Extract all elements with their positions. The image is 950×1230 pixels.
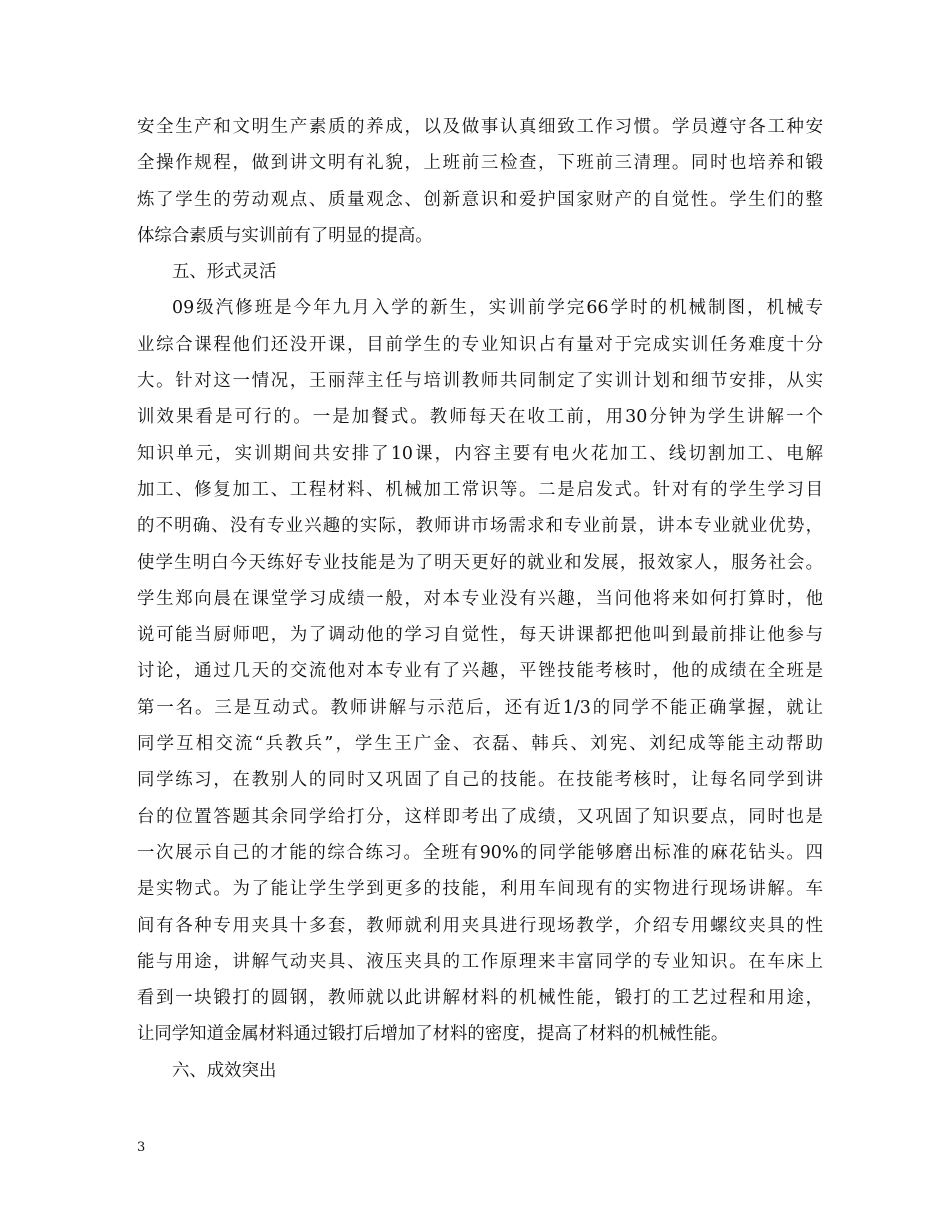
text-line: 09级汽修班是今年九月入学的新生，实训前学完66学时的机械制图，机械专 (172, 298, 823, 319)
text-line: 知识单元，实训期间共安排了10课，内容主要有电火花加工、线切割加工、电解 (137, 443, 823, 464)
text-line: 训效果看是可行的。一是加餐式。教师每天在收工前，用30分钟为学生讲解一个 (137, 407, 823, 428)
page-number: 3 (137, 1140, 146, 1155)
text-line: 讨论，通过几天的交流他对本专业有了兴趣，平锉技能考核时，他的成绩在全班是 (137, 661, 823, 682)
text-line: 同学互相交流“兵教兵”，学生王广金、衣磊、韩兵、刘宪、刘纪成等能主动帮助 (137, 734, 823, 755)
text-line: 同学练习，在教别人的同时又巩固了自己的技能。在技能考核时，让每名同学到讲 (137, 770, 823, 791)
text-line: 台的位置答题其余同学给打分，这样即考出了成绩，又巩固了知识要点，同时也是 (137, 806, 823, 827)
text-line: 业综合课程他们还没开课，目前学生的专业知识占有量对于完成实训任务难度十分 (137, 334, 823, 355)
text-line: 间有各种专用夹具十多套，教师就利用夹具进行现场教学，介绍专用螺纹夹具的性 (137, 915, 823, 936)
text-line: 的不明确、没有专业兴趣的实际，教师讲市场需求和专业前景，讲本专业就业优势， (137, 516, 823, 537)
text-line: 体综合素质与实训前有了明显的提高。 (137, 225, 433, 246)
text-line: 让同学知道金属材料通过锻打后增加了材料的密度，提高了材料的机械性能。 (137, 1024, 729, 1045)
text-line: 是实物式。为了能让学生学到更多的技能，利用车间现有的实物进行现场讲解。车 (137, 879, 823, 900)
text-line: 能与用途，讲解气动夹具、液压夹具的工作原理来丰富同学的专业知识。在车床上 (137, 951, 823, 972)
text-line: 大。针对这一情况，王丽萍主任与培训教师共同制定了实训计划和细节安排，从实 (137, 371, 823, 392)
body-text (137, 109, 823, 1089)
text-line: 安全生产和文明生产素质的养成，以及做事认真细致工作习惯。学员遵守各工种安 (137, 117, 823, 137)
text-line: 加工、修复加工、工程材料、机械加工常识等。二是启发式。针对有的学生学习目 (137, 479, 823, 500)
section-heading: 六、成效突出 (172, 1060, 277, 1081)
text-line: 学生郑向晨在课堂学习成绩一般，对本专业没有兴趣，当问他将来如何打算时，他 (137, 588, 823, 609)
text-line: 第一名。三是互动式。教师讲解与示范后，还有近1/3的同学不能正确掌握，就让 (137, 697, 823, 718)
text-line: 一次展示自己的才能的综合练习。全班有90%的同学能够磨出标准的麻花钻头。四 (137, 842, 823, 863)
text-line: 使学生明白今天练好专业技能是为了明天更好的就业和发展，报效家人，服务社会。 (137, 552, 823, 573)
text-line: 炼了学生的劳动观点、质量观念、创新意识和爱护国家财产的自觉性。学生们的整 (137, 189, 823, 210)
text-line: 说可能当厨师吧，为了调动他的学习自觉性，每天讲课都把他叫到最前排让他参与 (137, 625, 823, 646)
section-heading: 五、形式灵活 (172, 262, 277, 283)
text-line: 全操作规程，做到讲文明有礼貌，上班前三检查，下班前三清理。同时也培养和锻 (137, 153, 823, 174)
text-line: 看到一块锻打的圆钢，教师就以此讲解材料的机械性能，锻打的工艺过程和用途， (137, 988, 823, 1009)
